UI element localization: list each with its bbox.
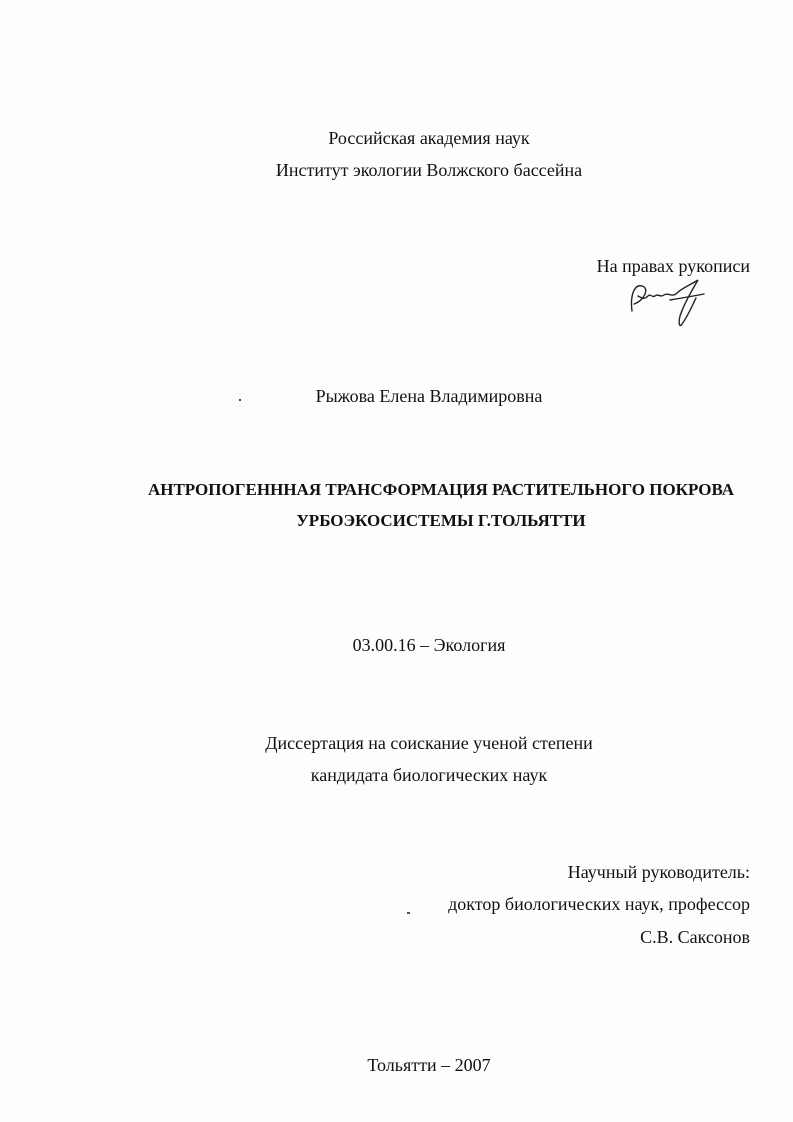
- scan-speck: [407, 912, 410, 914]
- supervisor-label: Научный руководитель:: [567, 862, 750, 882]
- degree-line2: кандидата биологических наук: [310, 765, 548, 785]
- supervisor-rank: доктор биологических наук, профессор: [448, 894, 750, 914]
- organization: Российская академия наук: [328, 128, 530, 148]
- signature: [622, 276, 722, 336]
- institute: Институт экологии Волжского бассейна: [275, 160, 583, 180]
- city-year: Тольятти – 2007: [367, 1055, 491, 1075]
- author-name: Рыжова Елена Владимировна: [315, 386, 543, 406]
- supervisor-name: С.В. Саксонов: [640, 927, 750, 947]
- specialty: 03.00.16 – Экология: [352, 635, 506, 655]
- thesis-title-line2: УРБОЭКОСИСТЕМЫ Г.ТОЛЬЯТТИ: [296, 511, 586, 530]
- manuscript-note: На правах рукописи: [596, 256, 750, 276]
- degree-line1: Диссертация на соискание ученой степени: [265, 733, 593, 753]
- thesis-title-line1: АНТРОПОГЕНННАЯ ТРАНСФОРМАЦИЯ РАСТИТЕЛЬНОГО ПОКРОВА: [147, 480, 735, 499]
